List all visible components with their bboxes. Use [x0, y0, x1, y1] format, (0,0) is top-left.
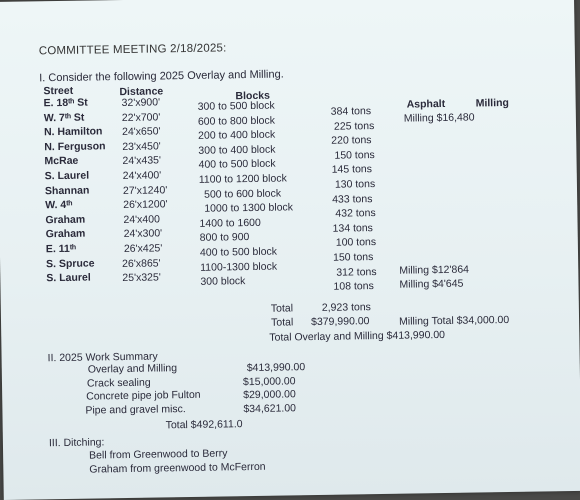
summary-amount: $413,990.00: [246, 361, 306, 375]
row-blocks: 400 to 500 block: [199, 245, 278, 259]
row-distance: 24'x300': [123, 227, 163, 241]
row-tons: 145 tons: [331, 163, 373, 177]
total-tons: 2,923 tons: [321, 301, 371, 314]
header-blocks: Blocks: [235, 89, 271, 103]
row-distance: 26'x865': [122, 257, 161, 270]
section-2-heading: II. 2025 Work Summary: [47, 350, 158, 365]
row-blocks: 800 to 900: [199, 231, 250, 245]
row-distance: 25'x325': [122, 271, 161, 285]
row-blocks: 200 to 400 block: [198, 128, 276, 143]
row-tons: 220 tons: [331, 134, 372, 147]
section-3-heading: III. Ditching:: [48, 436, 105, 450]
row-blocks: 1000 to 1300 block: [204, 201, 294, 215]
header-asphalt: Asphalt: [406, 97, 446, 111]
row-distance: 32'x900': [121, 96, 161, 110]
row-distance: 26'x1200': [123, 198, 168, 212]
ditching-item: Graham from greenwood to McFerron: [89, 460, 266, 476]
summary-amount: $15,000.00: [242, 374, 296, 388]
row-distance: 27'x1240': [122, 183, 168, 197]
row-blocks: 400 to 500 block: [198, 158, 276, 172]
row-distance: 22'x700': [121, 111, 161, 124]
row-milling: Milling $4'645: [399, 277, 464, 291]
section-1-heading: I. Consider the following 2025 Overlay and Milling.: [39, 68, 284, 85]
total-cost: $379,990.00: [310, 315, 370, 329]
row-tons: 384 tons: [330, 105, 372, 118]
row-tons: 433 tons: [332, 192, 373, 206]
row-street: N. Ferguson: [44, 140, 106, 154]
row-street: E. 11ᵗʰ: [45, 242, 77, 256]
row-tons: 432 tons: [335, 207, 376, 220]
total-label-2: Total: [270, 316, 294, 329]
row-tons: 225 tons: [333, 119, 375, 133]
row-distance: 24'x400: [123, 213, 160, 226]
milling-total: Milling Total $34,000.00: [398, 313, 510, 328]
header-distance: Distance: [119, 85, 164, 99]
row-street: N. Hamilton: [43, 125, 103, 139]
ditching-item: Bell from Greenwood to Berry: [89, 447, 228, 462]
summary-label: Crack sealing: [86, 376, 151, 390]
row-distance: 24'x400': [122, 169, 162, 183]
row-distance: 26'x425': [123, 242, 163, 256]
row-tons: 150 tons: [334, 148, 375, 162]
row-blocks: 1100-1300 block: [200, 260, 278, 274]
row-street: Graham: [45, 213, 86, 227]
row-milling: Milling $12'864: [399, 263, 470, 277]
header-milling: Milling: [475, 96, 509, 110]
summary-label: Concrete pipe job Fulton: [86, 389, 201, 403]
summary-amount: $34,621.00: [243, 402, 297, 415]
milling-total-top: Milling $16,480: [403, 111, 475, 125]
row-street: W. 7ᵗʰ St: [43, 111, 85, 124]
row-tons: 100 tons: [335, 236, 377, 250]
work-summary-total: Total $492,611.0: [165, 418, 243, 432]
row-street: S. Laurel: [44, 169, 90, 183]
row-street: Shannan: [44, 184, 90, 197]
row-blocks: 1100 to 1200 block: [198, 172, 287, 186]
row-street: W. 4ᵗʰ: [45, 199, 73, 212]
row-distance: 24'x650': [121, 125, 161, 139]
row-blocks: 300 to 500 block: [197, 99, 275, 113]
row-street: S. Spruce: [46, 257, 95, 270]
row-blocks: 300 block: [200, 275, 246, 289]
header-street: Street: [43, 84, 74, 98]
row-distance: 23'x450': [122, 140, 161, 153]
row-street: McRae: [44, 155, 79, 168]
row-tons: 312 tons: [336, 265, 377, 279]
row-blocks: 500 to 600 block: [203, 187, 282, 201]
row-tons: 134 tons: [332, 221, 373, 235]
summary-label: Pipe and gravel misc.: [85, 402, 186, 417]
row-tons: 130 tons: [334, 178, 376, 191]
row-tons: 150 tons: [332, 251, 374, 264]
row-blocks: 1400 to 1600: [199, 216, 261, 230]
summary-label: Overlay and Milling: [87, 362, 178, 376]
total-label-1: Total: [270, 302, 294, 315]
row-blocks: 300 to 400 block: [198, 143, 276, 157]
row-street: S. Laurel: [46, 271, 91, 285]
row-distance: 24'x435': [122, 154, 162, 168]
row-blocks: 600 to 800 block: [197, 114, 276, 128]
meeting-title: COMMITTEE MEETING 2/18/2025:: [38, 42, 227, 58]
row-street: E. 18ᵗʰ St: [43, 96, 88, 110]
overlay-milling-total: Total Overlay and Milling $413,990.00: [269, 328, 446, 344]
summary-amount: $29,000.00: [243, 388, 296, 402]
row-street: Graham: [45, 228, 86, 241]
row-tons: 108 tons: [333, 280, 374, 293]
